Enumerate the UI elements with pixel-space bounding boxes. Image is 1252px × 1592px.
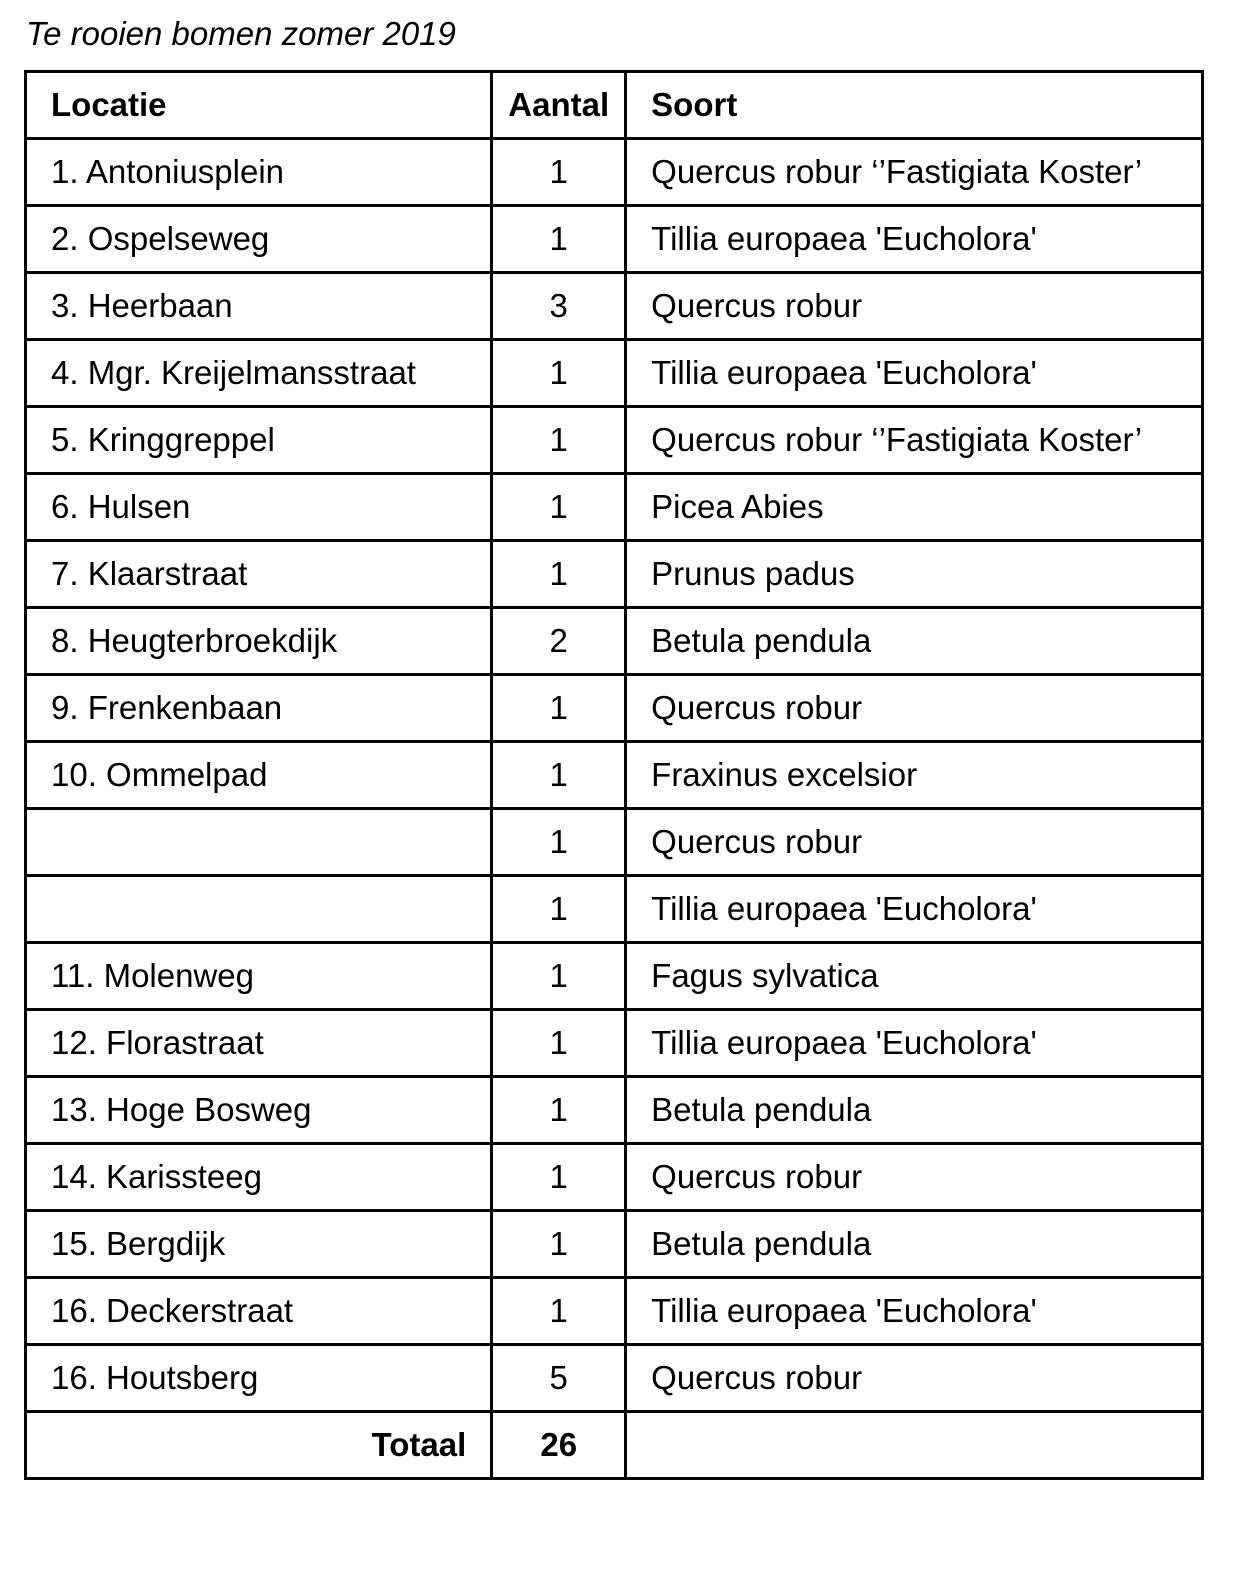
- cell-soort: Quercus robur: [626, 273, 1203, 340]
- total-value: 26: [492, 1412, 626, 1479]
- cell-aantal: 1: [492, 1278, 626, 1345]
- cell-aantal: 1: [492, 139, 626, 206]
- cell-aantal: 1: [492, 742, 626, 809]
- cell-aantal: 1: [492, 1010, 626, 1077]
- trees-table: [24, 70, 1204, 1480]
- cell-aantal: 1: [492, 809, 626, 876]
- total-row: [26, 1412, 1203, 1479]
- cell-locatie: 2. Ospelseweg: [26, 206, 492, 273]
- cell-locatie: 1. Antoniusplein: [26, 139, 492, 206]
- cell-soort: Tillia europaea 'Eucholora': [626, 1010, 1203, 1077]
- total-soort: [626, 1412, 1203, 1479]
- cell-aantal: 1: [492, 943, 626, 1010]
- table-row: [26, 675, 1203, 742]
- cell-soort: Quercus robur ‘’Fastigiata Koster’: [626, 139, 1203, 206]
- cell-aantal: 1: [492, 407, 626, 474]
- cell-soort: Quercus robur: [626, 1345, 1203, 1412]
- cell-aantal: 1: [492, 876, 626, 943]
- cell-aantal: 5: [492, 1345, 626, 1412]
- cell-locatie: 3. Heerbaan: [26, 273, 492, 340]
- table-row: [26, 876, 1203, 943]
- table-row: [26, 1077, 1203, 1144]
- table-row: [26, 1010, 1203, 1077]
- table-body: [26, 139, 1203, 1412]
- table-row: [26, 1211, 1203, 1278]
- table-row: [26, 742, 1203, 809]
- cell-aantal: 1: [492, 340, 626, 407]
- cell-soort: Fraxinus excelsior: [626, 742, 1203, 809]
- cell-soort: Tillia europaea 'Eucholora': [626, 876, 1203, 943]
- cell-aantal: 1: [492, 675, 626, 742]
- cell-aantal: 1: [492, 1144, 626, 1211]
- table-row: [26, 206, 1203, 273]
- cell-soort: Quercus robur: [626, 675, 1203, 742]
- cell-locatie: 14. Karissteeg: [26, 1144, 492, 1211]
- table-row: [26, 541, 1203, 608]
- cell-locatie: 12. Florastraat: [26, 1010, 492, 1077]
- cell-locatie: [26, 876, 492, 943]
- cell-soort: Picea Abies: [626, 474, 1203, 541]
- header-soort: Soort: [626, 72, 1203, 139]
- cell-soort: Quercus robur ‘’Fastigiata Koster’: [626, 407, 1203, 474]
- cell-locatie: 4. Mgr. Kreijelmansstraat: [26, 340, 492, 407]
- cell-aantal: 1: [492, 474, 626, 541]
- cell-soort: Quercus robur: [626, 809, 1203, 876]
- table-row: [26, 1144, 1203, 1211]
- cell-soort: Tillia europaea 'Eucholora': [626, 340, 1203, 407]
- cell-soort: Betula pendula: [626, 608, 1203, 675]
- cell-locatie: 7. Klaarstraat: [26, 541, 492, 608]
- header-row: [26, 72, 1203, 139]
- cell-locatie: 13. Hoge Bosweg: [26, 1077, 492, 1144]
- table-row: [26, 809, 1203, 876]
- cell-aantal: 1: [492, 206, 626, 273]
- cell-locatie: 11. Molenweg: [26, 943, 492, 1010]
- table-row: [26, 1345, 1203, 1412]
- header-aantal: Aantal: [492, 72, 626, 139]
- table-row: [26, 608, 1203, 675]
- document-title: Te rooien bomen zomer 2019: [26, 15, 456, 52]
- table-row: [26, 474, 1203, 541]
- cell-aantal: 1: [492, 1077, 626, 1144]
- cell-soort: Quercus robur: [626, 1144, 1203, 1211]
- table-row: [26, 139, 1203, 206]
- cell-soort: Betula pendula: [626, 1077, 1203, 1144]
- cell-locatie: [26, 809, 492, 876]
- cell-soort: Prunus padus: [626, 541, 1203, 608]
- total-label: Totaal: [26, 1412, 492, 1479]
- cell-aantal: 1: [492, 1211, 626, 1278]
- cell-locatie: 10. Ommelpad: [26, 742, 492, 809]
- cell-aantal: 2: [492, 608, 626, 675]
- cell-locatie: 6. Hulsen: [26, 474, 492, 541]
- table-row: [26, 340, 1203, 407]
- cell-locatie: 5. Kringgreppel: [26, 407, 492, 474]
- table-row: [26, 407, 1203, 474]
- cell-aantal: 3: [492, 273, 626, 340]
- cell-aantal: 1: [492, 541, 626, 608]
- cell-soort: Betula pendula: [626, 1211, 1203, 1278]
- table-row: [26, 273, 1203, 340]
- table-row: [26, 1278, 1203, 1345]
- cell-locatie: 16. Deckerstraat: [26, 1278, 492, 1345]
- cell-soort: Tillia europaea 'Eucholora': [626, 1278, 1203, 1345]
- cell-locatie: 15. Bergdijk: [26, 1211, 492, 1278]
- cell-locatie: 9. Frenkenbaan: [26, 675, 492, 742]
- cell-soort: Tillia europaea 'Eucholora': [626, 206, 1203, 273]
- cell-locatie: 16. Houtsberg: [26, 1345, 492, 1412]
- table-row: [26, 943, 1203, 1010]
- cell-soort: Fagus sylvatica: [626, 943, 1203, 1010]
- cell-locatie: 8. Heugterbroekdijk: [26, 608, 492, 675]
- header-locatie: Locatie: [26, 72, 492, 139]
